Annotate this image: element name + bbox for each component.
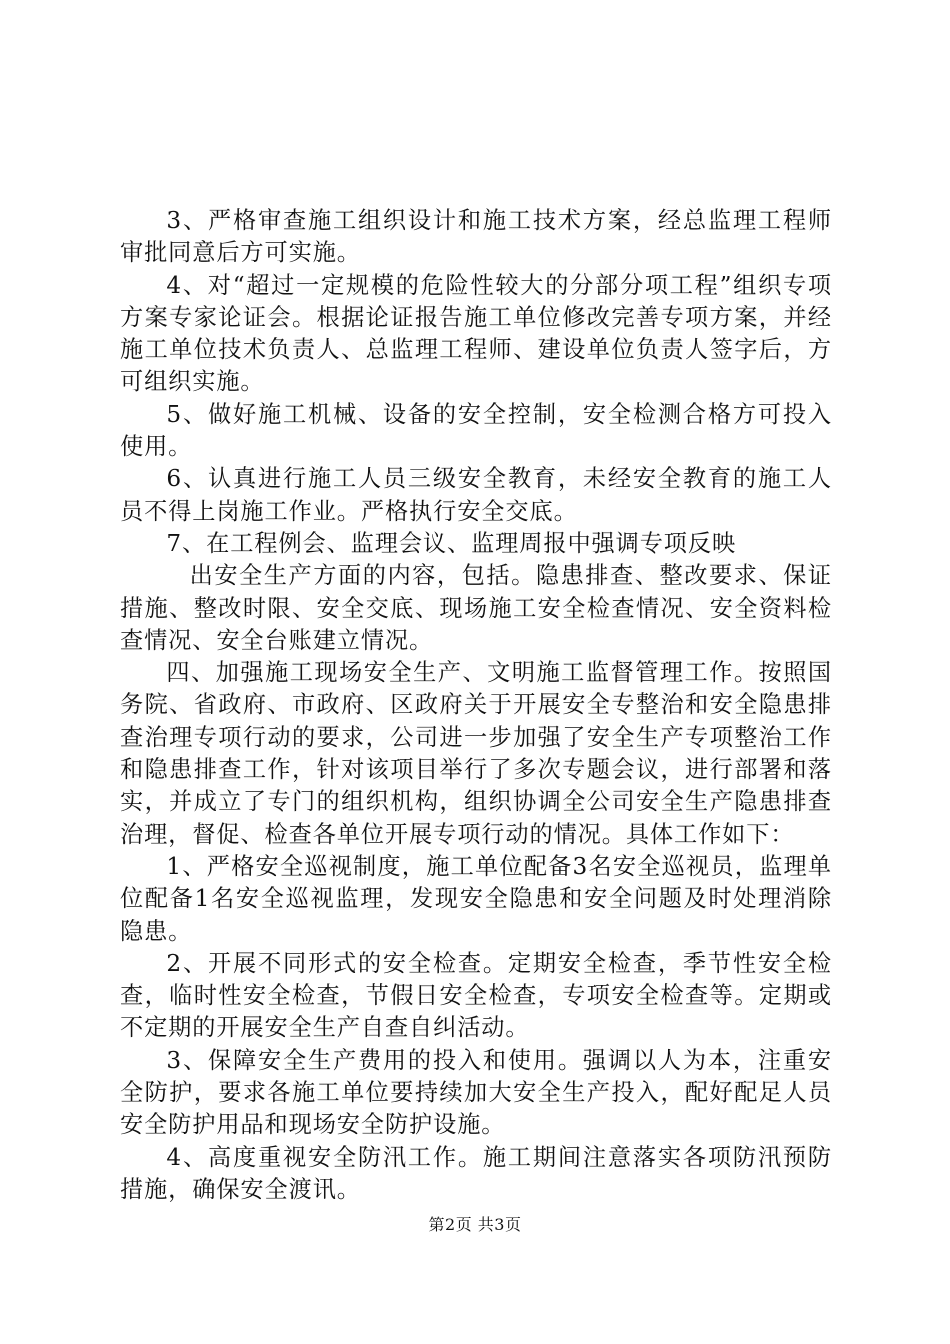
paragraph-item-5-machinery: 5、做好施工机械、设备的安全控制，安全检测合格方可投入使用。: [120, 400, 832, 461]
paragraph-item-3-review: 3、严格审查施工组织设计和施工技术方案，经总监理工程师审批同意后方可实施。: [120, 207, 832, 267]
paragraph-item-3-funding: 3、保障安全生产费用的投入和使用。强调以人为本，注重安全防护，要求各施工单位要持续加大安全生产投入，配好配足人员安全防护用品和现场安全防护设施。: [120, 1046, 832, 1139]
paragraph-item-4-expert-review: 4、对“超过一定规模的危险性较大的分部分项工程”组织专项方案专家论证会。根据论证报告施工单位修改完善专项方案，并经施工单位技术负责人、总监理工程师、建设单位负责人签字后，方可组织实施。: [120, 271, 832, 396]
paragraph-item-1-patrol: 1、严格安全巡视制度，施工单位配备3名安全巡视员，监理单位配备1名安全巡视监理，发现安全隐患和安全问题及时处理消除隐患。: [120, 852, 832, 945]
paragraph-item-7-meetings: 7、在工程例会、监理会议、监理周报中强调专项反映: [166, 529, 737, 557]
paragraph-item-6-education: 6、认真进行施工人员三级安全教育，未经安全教育的施工人员不得上岗施工作业。严格执行安全交底。: [120, 465, 832, 525]
paragraph-item-4-flood-control: 4、高度重视安全防汛工作。施工期间注意落实各项防汛预防措施，确保安全渡讯。: [120, 1143, 832, 1203]
document-body: [120, 205, 832, 1206]
paragraph-item-2-inspections: 2、开展不同形式的安全检查。定期安全检查，季节性安全检查，临时性安全检查，节假日安全检查，专项安全检查等。定期或不定期的开展安全生产自查自纠活动。: [120, 949, 832, 1042]
paragraph-section-4-heading: 四、加强施工现场安全生产、文明施工监督管理工作。按照国务院、省政府、市政府、区政府关于开展安全专整治和安全隐患排查治理专项行动的要求，公司进一步加强了安全生产专项整治工作和隐患排查工作，针对该项目举行了多次专题会议，进行部署和落实，并成立了专门的组织机构，组织协调全公司安全生产隐患排查治理，督促、检查各单位开展专项行动的情况。具体工作如下：: [120, 659, 832, 848]
page-number-footer: 第2页 共3页: [428, 1215, 522, 1234]
paragraph-item-7-continued: 出安全生产方面的内容，包括。隐患排查、整改要求、保证措施、整改时限、安全交底、现场施工安全检查情况、安全资料检查情况、安全台账建立情况。: [120, 562, 832, 654]
